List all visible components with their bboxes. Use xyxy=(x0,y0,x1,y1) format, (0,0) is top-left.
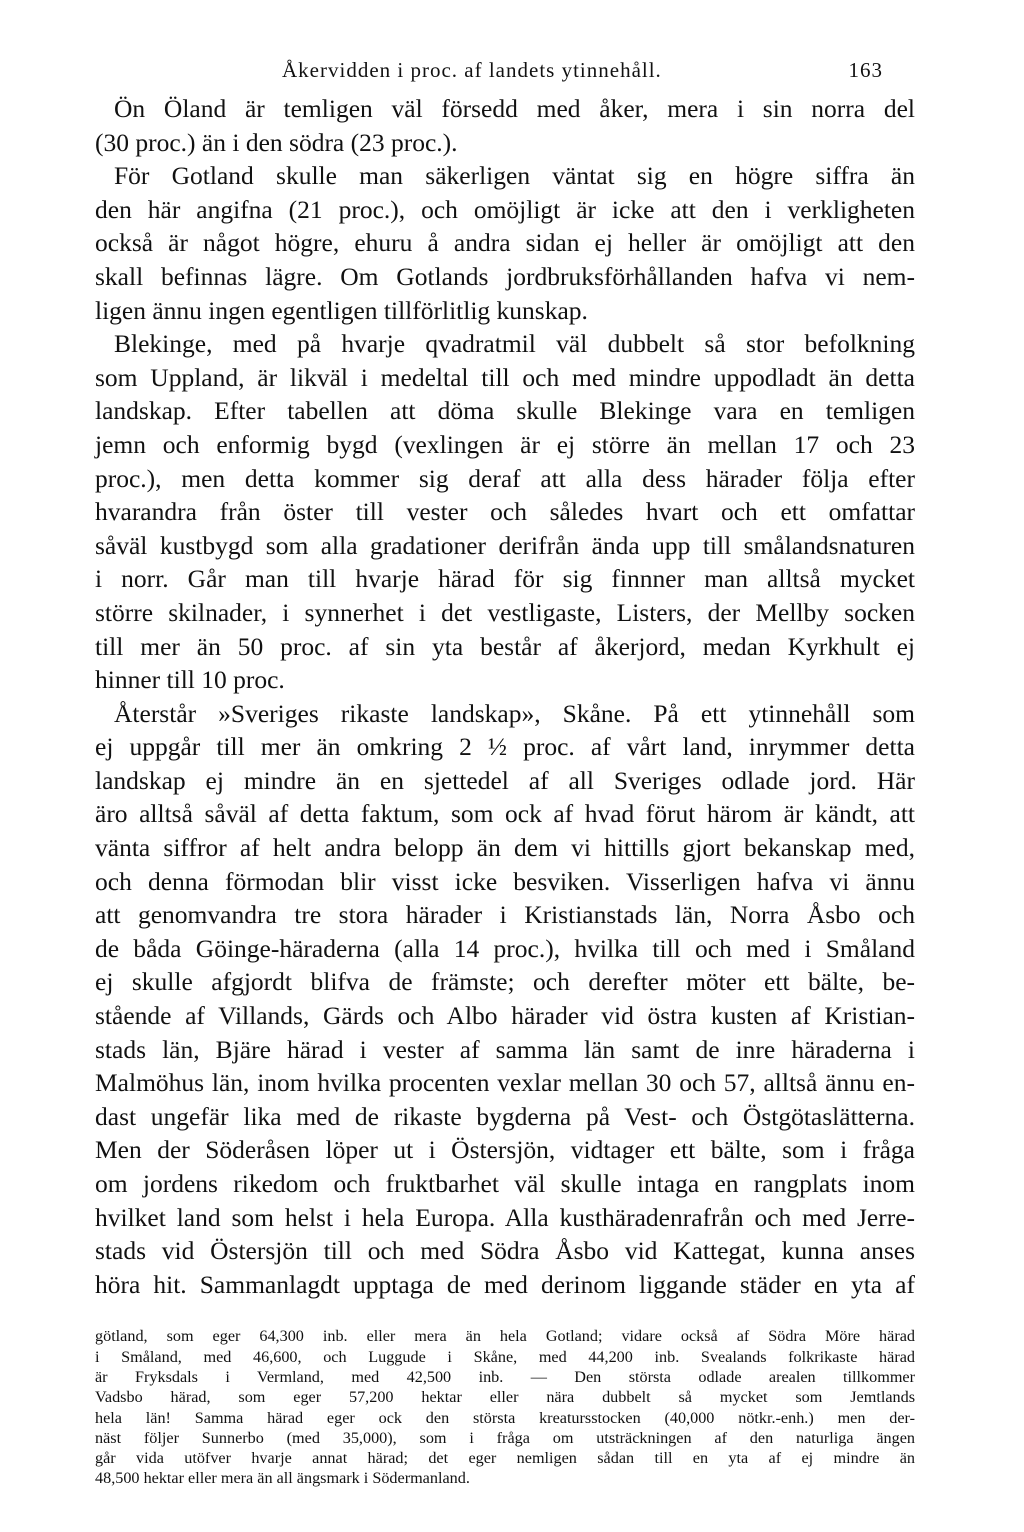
text-line: om jordens rikedom och fruktbarhet väl skulle intaga en rangplats inom xyxy=(95,1169,915,1198)
text-line: För Gotland skulle man säkerligen väntat sig en högre siffra än xyxy=(114,161,915,191)
text-line: ej uppgår till mer än omkring 2 ½ proc. af vårt land, inrymmer detta xyxy=(95,732,915,762)
text-line: Återstår »Sveriges rikaste landskap», Skåne. På ett ytinnehåll som xyxy=(114,698,915,728)
text-line: också är något högre, ehuru å andra sidan ej heller är omöjligt att den xyxy=(95,228,915,258)
text-line: höra hit. Sammanlagdt upptaga de med derinom liggande städer en yta af xyxy=(95,1269,915,1299)
text-line: som Uppland, är likväl i medeltal till och med mindre uppodladt än detta xyxy=(95,362,915,392)
text-line: stads län, Bjäre härad i vester af samma län samt de inre häraderna i xyxy=(95,1034,915,1064)
text-line: stående af Villands, Gärds och Albo härader vid östra kusten af Kristian- xyxy=(95,1001,915,1031)
text-line: större skilnader, i synnerhet i det vestligaste, Listers, der Mellby socken xyxy=(95,597,915,627)
paragraph-skane xyxy=(95,697,915,1302)
text-line: att genomvandra tre stora härader i Kristianstads län, Norra Åsbo och xyxy=(95,900,915,930)
main-text xyxy=(95,92,915,1301)
text-line: ligen ännu ingen egentligen tillförlitlig kunskap. xyxy=(95,295,588,325)
paragraph-gotland xyxy=(95,159,915,327)
text-line: (30 proc.) än i den södra (23 proc.). xyxy=(95,127,458,157)
text-line: stads vid Östersjön till och med Södra Åsbo vid Kattegat, kunna anses xyxy=(95,1236,915,1266)
footnote-line: Vadsbo härad, som eger 57,200 hektar eller nära dubbelt så mycket som Jemtlands xyxy=(95,1388,915,1407)
text-line: dast ungefär lika med de rikaste bygderna på Vest- och Östgötaslätterna. xyxy=(95,1101,915,1131)
document-page xyxy=(95,52,915,1489)
text-line: och denna förmodan blir visst icke besviken. Visserligen hafva vi ännu xyxy=(95,866,915,896)
text-line: vänta siffror af helt andra belopp än dem vi hittills gjort bekanskap med, xyxy=(95,833,915,863)
text-line: hvilket land som helst i hela Europa. Alla kusthäradenrafrån och med Jerre- xyxy=(95,1202,915,1232)
footnote-block xyxy=(95,1326,915,1488)
footnote-line: näst följer Sunnerbo (med 35,000), som i fråga om utsträckningen af den naturliga ängen xyxy=(95,1428,915,1447)
text-line: ej skulle afgjordt blifva de främste; och derefter möter ett bälte, be- xyxy=(95,967,915,997)
text-line: Ön Öland är temligen väl försedd med åker, mera i sin norra del xyxy=(114,94,915,123)
page-number: 163 xyxy=(848,58,883,82)
text-line: jemn och enformig bygd (vexlingen är ej större än mellan 17 och 23 xyxy=(95,429,915,459)
text-line: äro alltså såväl af detta faktum, som ock af hvad förut härom är kändt, att xyxy=(95,799,915,829)
text-line: hinner till 10 proc. xyxy=(95,665,285,695)
text-line: hvarandra från öster till vester och således hvart och ett omfattar xyxy=(95,497,915,527)
text-line: landskap. Efter tabellen att döma skulle Blekinge vara en temligen xyxy=(95,396,915,426)
footnote-line: är Fryksdals i Vermland, med 42,500 inb. — Den största odlade arealen tillkommer xyxy=(95,1367,915,1386)
text-line: Malmöhus län, inom hvilka procenten vexlar mellan 30 och 57, alltså ännu en- xyxy=(95,1068,915,1098)
text-line: den här angifna (21 proc.), och omöjligt är icke att den i verkligheten xyxy=(95,194,915,224)
paragraph-oland xyxy=(95,92,915,159)
footnote-line: götland, som eger 64,300 inb. eller mera än hela Gotland; vidare också af Södra Möre härad xyxy=(95,1327,915,1346)
paragraph-blekinge xyxy=(95,327,915,697)
footnote-line: går vida utöfver hvarje annat härad; det eger nemligen sådan till en yta af ej mindre än xyxy=(95,1449,915,1468)
text-line: till mer än 50 proc. af sin yta består af åkerjord, medan Kyrkhult ej xyxy=(95,631,915,661)
footnote-line: 48,500 hektar eller mera än all ängsmark i Södermanland. xyxy=(95,1469,470,1488)
text-line: Blekinge, med på hvarje qvadratmil väl dubbelt så stor befolkning xyxy=(114,329,915,359)
footnote-line: hela län! Samma härad eger ock den största kreatursstocken (40,000 nötkr.-enh.) men der- xyxy=(95,1408,915,1427)
text-line: i norr. Går man till hvarje härad för sig finnner man alltså mycket xyxy=(95,564,915,594)
text-line: landskap ej mindre än en sjettedel af all Sveriges odlade jord. Här xyxy=(95,765,915,795)
text-line: proc.), men detta kommer sig deraf att alla dess härader följa efter xyxy=(95,463,915,493)
text-line: de båda Göinge-häraderna (alla 14 proc.), hvilka till och med i Småland xyxy=(95,933,915,963)
text-line: skall befinnas lägre. Om Gotlands jordbruksförhållanden hafva vi nem- xyxy=(95,261,915,291)
footnote-line: i Småland, med 46,600, och Luggude i Skåne, med 44,200 inb. Svealands folkrikaste härad xyxy=(95,1347,915,1366)
text-line: Men der Söderåsen löper ut i Östersjön, vidtager ett bälte, som i fråga xyxy=(95,1135,915,1165)
running-title: Åkervidden i proc. af landets ytinnehåll. xyxy=(282,58,662,82)
text-line: såväl kustbygd som alla gradationer derifrån ända upp till smålandsnaturen xyxy=(95,530,915,560)
running-header xyxy=(95,52,915,92)
